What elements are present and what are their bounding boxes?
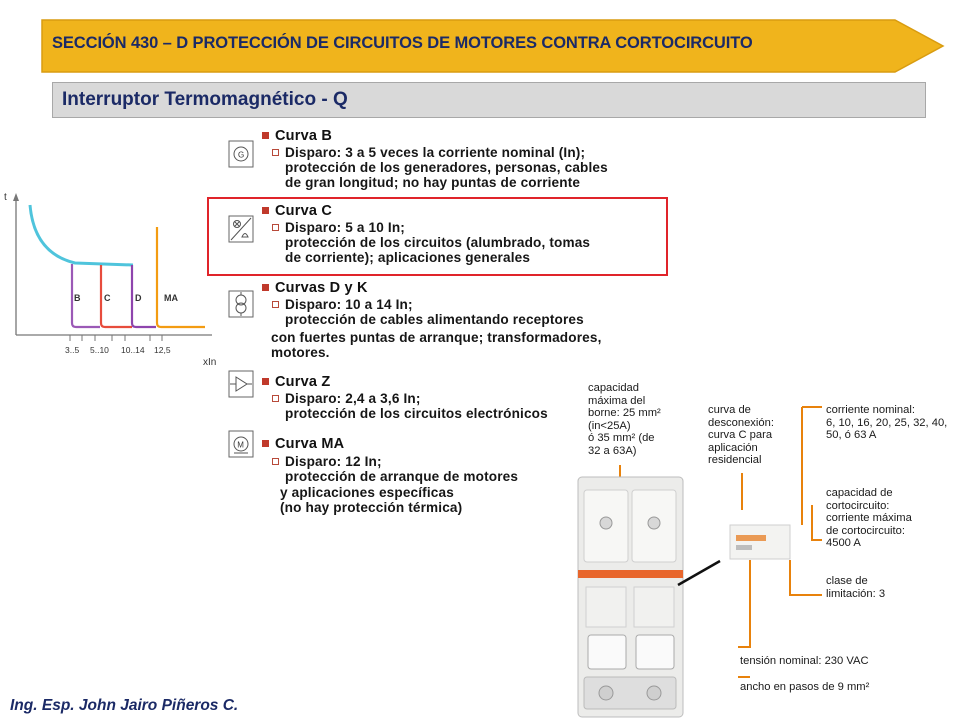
svg-text:M: M bbox=[237, 440, 244, 450]
curve-z-title: Curva Z bbox=[262, 374, 330, 390]
annotation-borne: capacidad máxima del borne: 25 mm² (in<25A) ó 35 mm² (de 32 a 63A) bbox=[588, 382, 661, 457]
curve-c-line-2: protección de los circuitos (alumbrado, tomas bbox=[285, 235, 591, 250]
curve-ma-line-2: protección de arranque de motores bbox=[285, 469, 519, 484]
page-subtitle: Interruptor Termomagnético - Q bbox=[62, 89, 348, 110]
annotation-capacidad: capacidad de cortocircuito: corriente máxima de cortocircuito: 4500 A bbox=[826, 487, 912, 550]
annotation-curva: curva de desconexión: curva C para aplicación residencial bbox=[708, 404, 774, 467]
curve-ma-trace bbox=[157, 227, 205, 327]
electronics-icon bbox=[228, 370, 254, 398]
annotation-clase: clase de limitación: 3 bbox=[826, 575, 886, 600]
curve-b-line-3: de gran longitud; no hay puntas de corriente bbox=[285, 175, 581, 190]
tick-label: 3..5 bbox=[65, 345, 80, 355]
y-axis-label: t bbox=[4, 192, 7, 203]
curve-ma-title: Curva MA bbox=[262, 436, 344, 452]
tick-label: 12,5 bbox=[154, 345, 171, 355]
curve-d-line-4: motores. bbox=[271, 345, 330, 360]
curve-d-line-3: con fuertes puntas de arranque; transformadores, bbox=[271, 330, 602, 345]
page-title: SECCIÓN 430 – D PROTECCIÓN DE CIRCUITOS DE MOTORES CONTRA CORTOCIRCUITO bbox=[52, 34, 753, 52]
curve-z-line-2: protección de los circuitos electrónicos bbox=[285, 406, 548, 421]
curve-d-line-2: protección de cables alimentando receptores bbox=[285, 312, 584, 327]
curve-b-title: Curva B bbox=[262, 128, 332, 144]
author-credit: Ing. Esp. John Jairo Piñeros C. bbox=[10, 697, 239, 714]
region-label-d: D bbox=[135, 293, 142, 303]
region-label-b: B bbox=[74, 293, 81, 303]
curve-b-line-2: protección de los generadores, personas, cables bbox=[285, 160, 608, 175]
x-axis-label: xIn bbox=[203, 357, 217, 368]
curve-ma-line-1: Disparo: 12 In; bbox=[272, 455, 382, 470]
curve-ma-line-3: y aplicaciones específicas bbox=[280, 485, 454, 500]
region-label-ma: MA bbox=[164, 293, 178, 303]
curve-c-line-1: Disparo: 5 a 10 In; bbox=[272, 221, 405, 236]
transformer-icon bbox=[228, 290, 254, 318]
generator-icon bbox=[228, 140, 254, 168]
svg-text:G: G bbox=[238, 150, 245, 160]
curve-z-line-1: Disparo: 2,4 a 3,6 In; bbox=[272, 392, 421, 407]
curve-c-title: Curva C bbox=[262, 203, 332, 219]
curve-c-highlight-box bbox=[207, 197, 668, 276]
curve-d-title: Curvas D y K bbox=[262, 280, 368, 296]
motor-icon bbox=[228, 430, 254, 458]
annotation-corriente: corriente nominal: 6, 10, 16, 20, 25, 32, 40, 50, ó 63 A bbox=[826, 404, 948, 442]
tick-label: 5..10 bbox=[90, 345, 109, 355]
curve-d-line-1: Disparo: 10 a 14 In; bbox=[272, 298, 413, 313]
thermal-curve bbox=[30, 205, 133, 265]
curve-c-line-3: de corriente); aplicaciones generales bbox=[285, 250, 531, 265]
trip-curve-graph bbox=[0, 185, 230, 375]
annotation-tension: tensión nominal: 230 VAC bbox=[740, 655, 869, 667]
curve-ma-line-4: (no hay protección térmica) bbox=[280, 500, 463, 515]
curve-b-line-1: Disparo: 3 a 5 veces la corriente nominal (In); bbox=[272, 146, 585, 161]
tick-label: 10..14 bbox=[121, 345, 145, 355]
region-label-c: C bbox=[104, 293, 111, 303]
annotation-ancho: ancho en pasos de 9 mm² bbox=[740, 681, 870, 693]
